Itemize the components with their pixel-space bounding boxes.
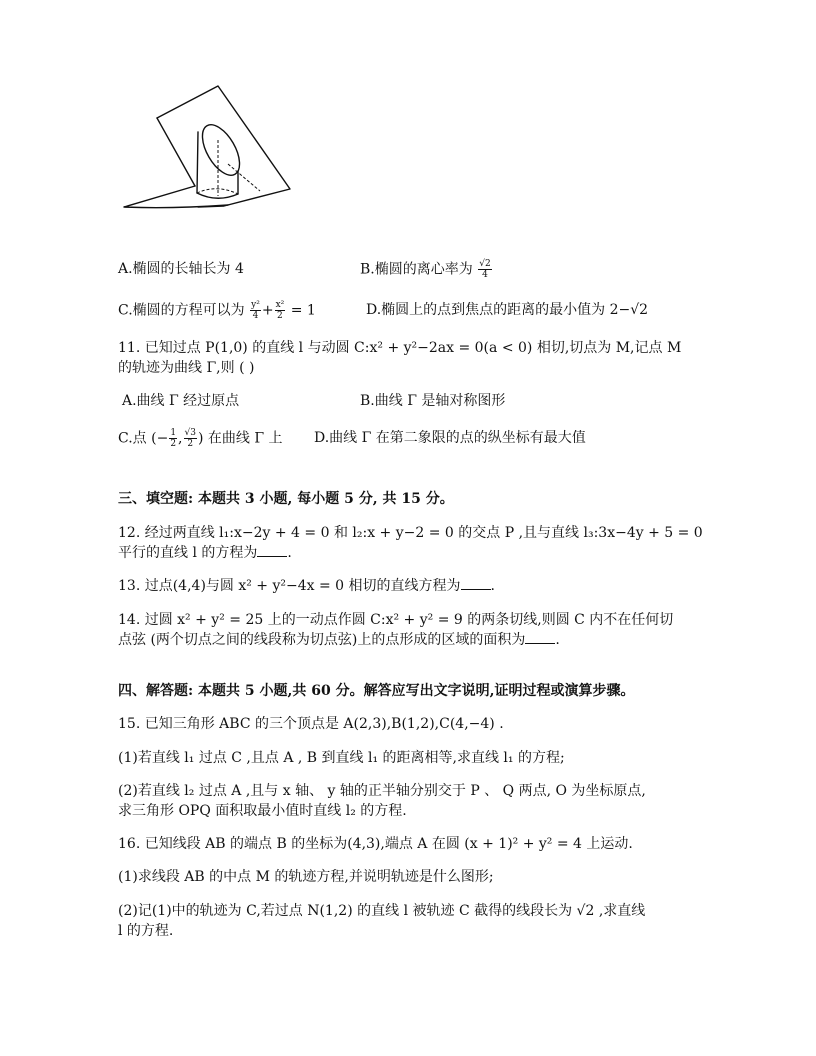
answer-blank bbox=[525, 631, 555, 644]
q11-option-b: B.曲线 Γ 是轴对称图形 bbox=[360, 393, 506, 409]
section-4-heading: 四、解答题: 本题共 5 小题,共 60 分。解答应写出文字说明,证明过程或演算步骤。 bbox=[118, 683, 635, 699]
q10-option-c-text: C.椭圆的方程可以为 bbox=[118, 302, 245, 319]
q10-option-d: D.椭圆上的点到焦点的距离的最小值为 2−√2 bbox=[366, 302, 649, 318]
fraction-numerator: √3 bbox=[184, 428, 196, 438]
q13-period: . bbox=[490, 578, 495, 594]
q11-option-c bbox=[118, 428, 283, 449]
q11-option-c-comma: , bbox=[178, 430, 183, 447]
q16-part-2-line-1: (2)记(1)中的轨迹为 C,若过点 N(1,2) 的直线 l 被轨迹 C 截得的线段长为 √2 ,求直线 bbox=[118, 903, 646, 919]
hidden-line bbox=[228, 164, 260, 191]
fraction-denominator: 4 bbox=[482, 270, 488, 280]
q13-line-1 bbox=[118, 576, 495, 596]
q10-option-c-equals: = 1 bbox=[290, 302, 316, 319]
q14-line-2-text: 点弦 (两个切点之间的线段称为切点弦)上的点形成的区域的面积为 bbox=[118, 632, 526, 648]
q10-option-a: A.椭圆的长轴长为 4 bbox=[118, 261, 244, 277]
q12-line-2-text: 平行的直线 l 的方程为 bbox=[118, 545, 258, 561]
q12-line-1: 12. 经过两直线 l₁:x−2y + 4 = 0 和 l₂:x + y−2 = 0 的交点 P ,且与直线 l₃:3x−4y + 5 = 0 bbox=[118, 525, 703, 541]
q14-line-2 bbox=[118, 630, 560, 650]
q11-option-c-fraction-2 bbox=[184, 428, 197, 449]
ground-line bbox=[124, 186, 228, 208]
q15-part-1: (1)若直线 l₁ 过点 C ,且点 A , B 到直线 l₁ 的距离相等,求直线 l₁ 的方程; bbox=[118, 750, 565, 766]
cylinder-base-back bbox=[197, 189, 238, 194]
q16-part-1: (1)求线段 AB 的中点 M 的轨迹方程,并说明轨迹是什么图形; bbox=[118, 869, 494, 885]
q11-option-c-text: C.点 (− bbox=[118, 430, 169, 447]
fraction-denominator: 2 bbox=[277, 311, 283, 321]
q11-stem-line-1: 11. 已知过点 P(1,0) 的直线 l 与动圆 C:x² + y²−2ax = 0(a < 0) 相切,切点为 M,记点 M bbox=[118, 340, 682, 356]
fraction-numerator: y² bbox=[251, 300, 260, 310]
q10-option-b-text: B.椭圆的离心率为 bbox=[360, 261, 473, 278]
q11-option-a: A.曲线 Γ 经过原点 bbox=[122, 393, 240, 409]
fraction-denominator: 4 bbox=[252, 311, 259, 321]
q10-option-c-fraction-2 bbox=[275, 300, 286, 321]
cylinder-base-front bbox=[197, 193, 238, 198]
fraction-numerator: √2 bbox=[479, 259, 491, 269]
plane-left-edge bbox=[157, 118, 195, 186]
q12-line-2 bbox=[118, 543, 292, 563]
fraction-numerator: 1 bbox=[170, 428, 177, 438]
ellipse-section bbox=[195, 119, 247, 181]
q15-part-2-line-2: 求三角形 OPQ 面积取最小值时直线 l₂ 的方程. bbox=[118, 803, 407, 819]
answer-blank bbox=[461, 577, 491, 590]
q10-option-b bbox=[360, 259, 493, 280]
plane-outline bbox=[157, 86, 290, 207]
q16-line-1: 16. 已知线段 AB 的端点 B 的坐标为(4,3),端点 A 在圆 (x + 1)² + y² = 4 上运动. bbox=[118, 836, 633, 852]
q11-option-c-fraction-1 bbox=[169, 428, 177, 449]
fraction-numerator: x² bbox=[275, 300, 285, 310]
q14-line-1: 14. 过圆 x² + y² = 25 上的一动点作圆 C:x² + y² = 9 的两条切线,则圆 C 内不在任何切 bbox=[118, 612, 674, 628]
q16-part-2-line-2: l 的方程. bbox=[118, 923, 174, 939]
q11-option-c-suffix: ) 在曲线 Γ 上 bbox=[197, 430, 283, 447]
answer-blank bbox=[257, 544, 287, 557]
q10-option-c-fraction-1 bbox=[250, 300, 261, 321]
q15-line-1: 15. 已知三角形 ABC 的三个顶点是 A(2,3),B(1,2),C(4,−4) . bbox=[118, 716, 504, 732]
cylinder-left-side bbox=[197, 132, 198, 193]
q15-part-2-line-1: (2)若直线 l₂ 过点 A ,且与 x 轴、 y 轴的正半轴分别交于 P 、 Q 两点, O 为坐标原点, bbox=[118, 783, 646, 799]
fraction-denominator: 2 bbox=[170, 439, 177, 449]
q10-option-c: C.椭圆的方程可以为 $\frac{\text{y²}}{4}$ + $\frac{\text{x²}}{2}$ = 1 bbox=[118, 300, 316, 321]
q11-stem-line-2: 的轨迹为曲线 Γ,则 ( ) bbox=[118, 360, 255, 376]
q14-period: . bbox=[555, 632, 560, 648]
q12-period: . bbox=[287, 545, 292, 561]
q13-text: 13. 过点(4,4)与圆 x² + y²−4x = 0 相切的直线方程为 bbox=[118, 578, 461, 594]
fraction-denominator: 2 bbox=[187, 439, 194, 449]
q11-option-d: D.曲线 Γ 在第二象限的点的纵坐标有最大值 bbox=[314, 430, 586, 446]
q10-option-b-fraction bbox=[478, 259, 491, 280]
section-3-heading: 三、填空题: 本题共 3 小题, 每小题 5 分, 共 15 分。 bbox=[118, 491, 454, 507]
